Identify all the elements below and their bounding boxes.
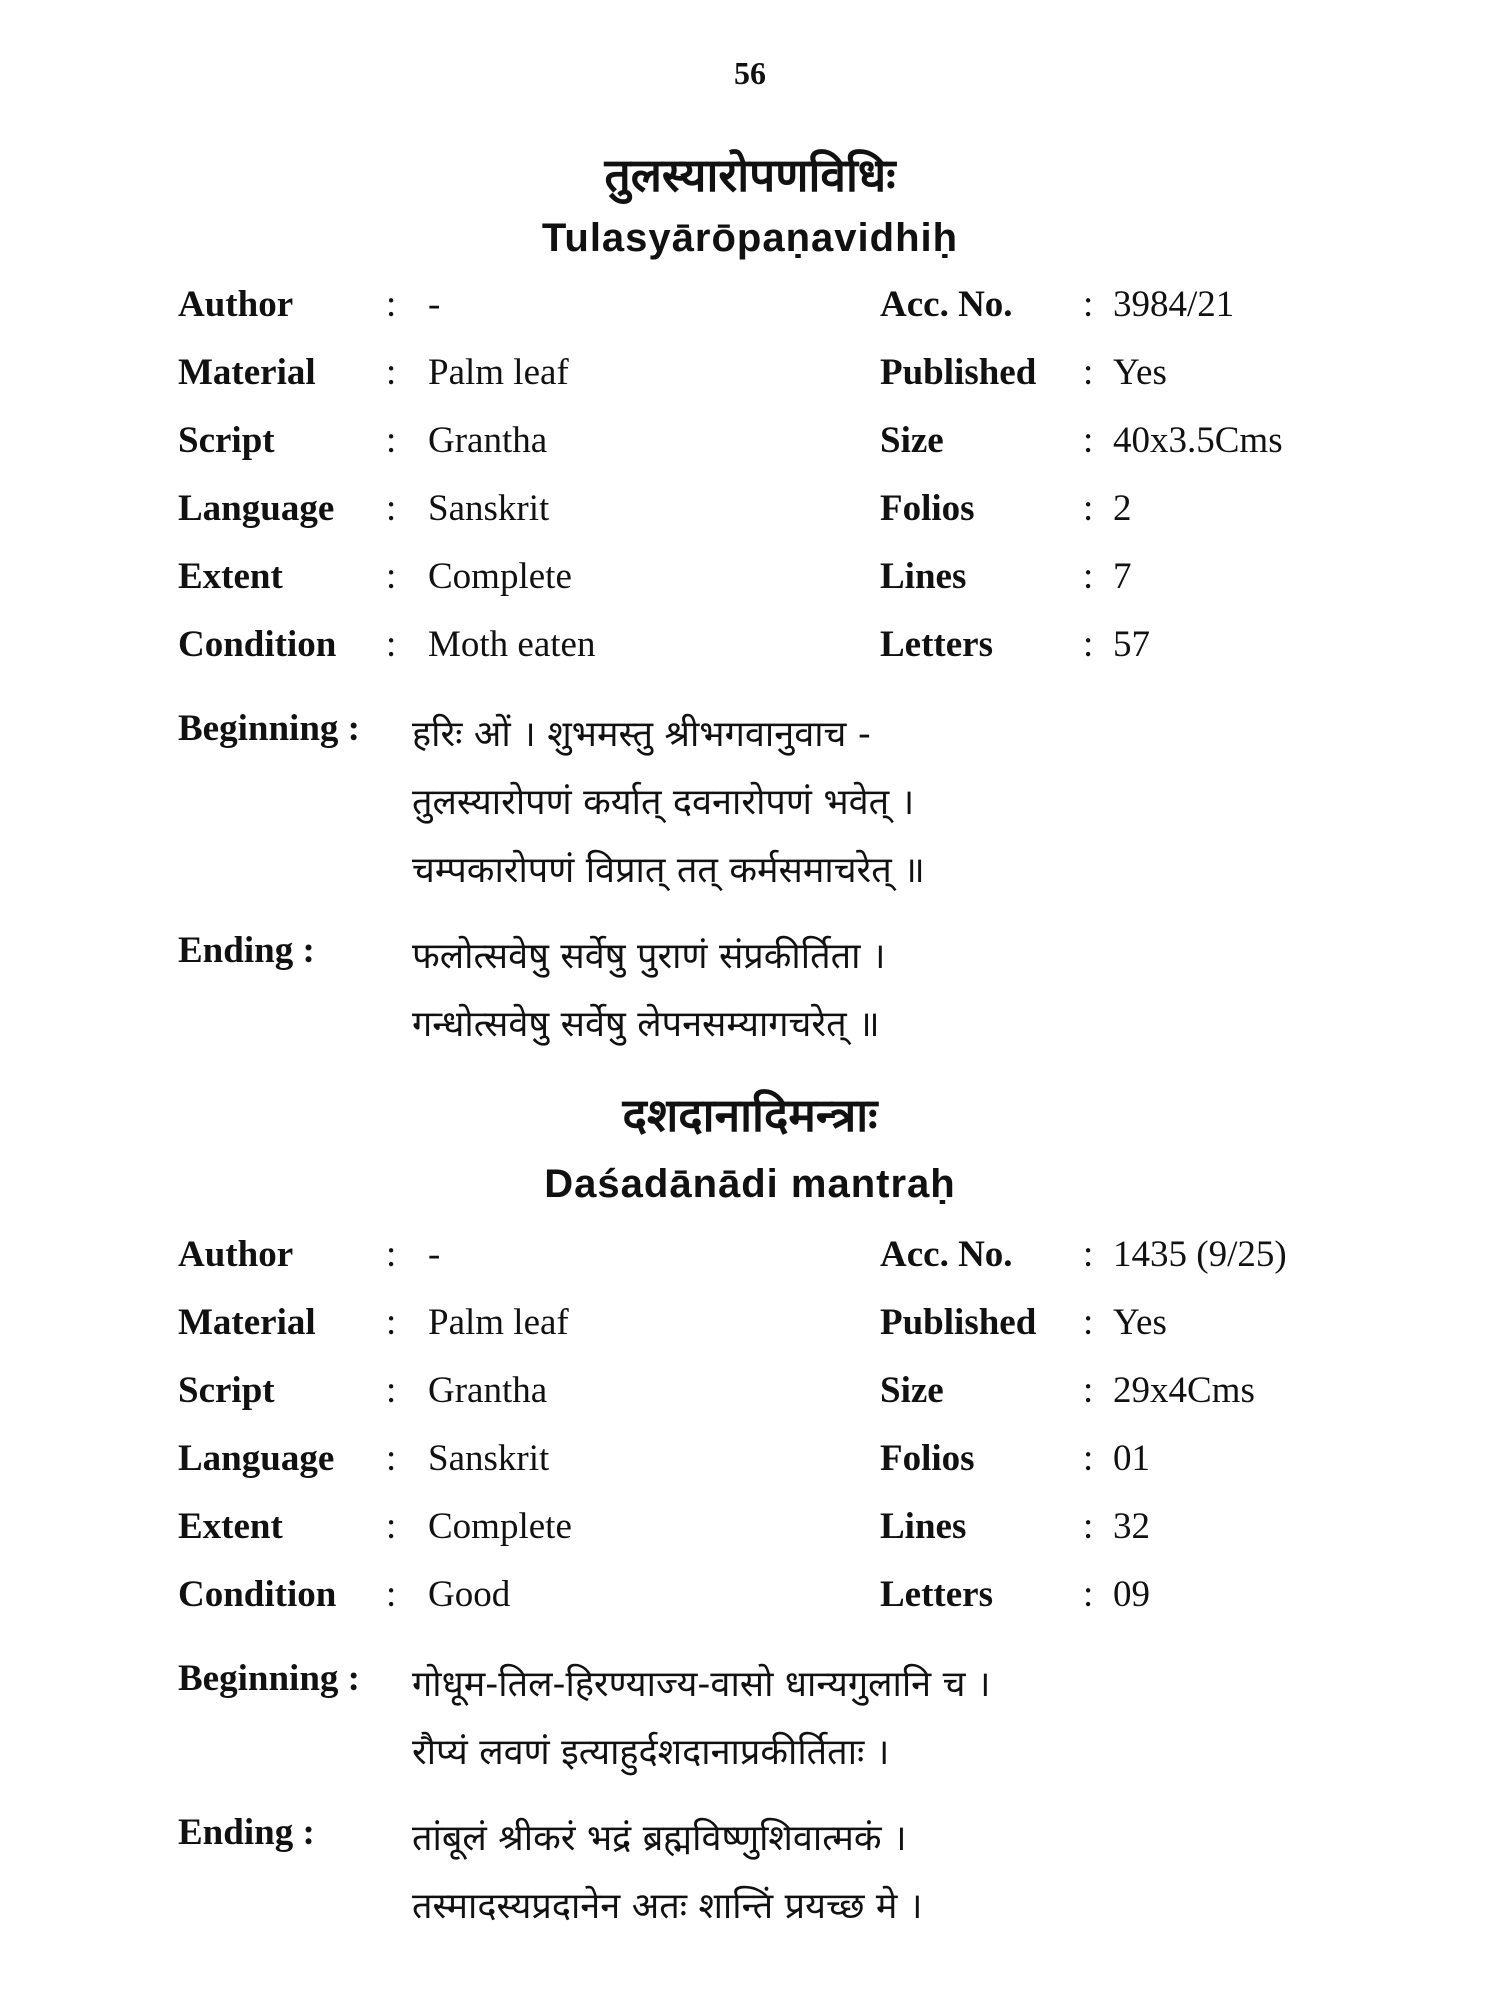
extent-label: Extent [178,1506,283,1547]
published-value: Yes [1113,1302,1167,1343]
acc-no-label: Acc. No. [880,1234,1013,1275]
published-label: Published [880,352,1037,393]
verse-line: तांबूलं श्रीकरं भद्रं ब्रह्मविष्णुशिवात्मकं । [412,1818,907,1859]
condition-value: Moth eaten [428,624,596,665]
beginning-label: Beginning : [178,708,360,749]
metadata-row [0,1497,1500,1565]
beginning-block [0,701,1500,905]
condition-label: Condition [178,624,337,665]
colon: : [386,1302,397,1343]
colon: : [386,352,397,393]
verse-line: फलोत्सवेषु सर्वेषु पुराणं संप्रकीर्तिता । [412,936,886,977]
folios-label: Folios [880,1438,975,1479]
metadata-row [0,411,1500,479]
ending-label: Ending : [178,1812,315,1853]
script-value: Grantha [428,1370,548,1411]
acc-no-value: 1435 (9/25) [1113,1234,1287,1275]
colon: : [1083,1506,1094,1547]
letters-value: 57 [1113,624,1150,665]
language-value: Sanskrit [428,1438,550,1479]
author-label: Author [178,284,294,325]
colon: : [1083,1234,1094,1275]
verse-line: चम्पकारोपणं विप्रात् तत् कर्मसमाचरेत् ॥ [412,850,925,891]
condition-label: Condition [178,1574,337,1615]
metadata-row [0,275,1500,343]
metadata-row [0,1429,1500,1497]
colon: : [1083,556,1094,597]
metadata-row [0,1225,1500,1293]
colon: : [386,556,397,597]
entry-title-devanagari: तुलस्यारोपणविधिः [604,148,896,202]
lines-label: Lines [880,556,967,597]
folios-value: 2 [1113,488,1132,529]
colon: : [386,624,397,665]
material-label: Material [178,1302,316,1343]
material-label: Material [178,352,316,393]
extent-value: Complete [428,1506,572,1547]
verse-line: तस्मादस्यप्रदानेन अतः शान्तिं प्रयच्छ मे । [412,1886,923,1927]
author-label: Author [178,1234,294,1275]
lines-value: 32 [1113,1506,1150,1547]
catalog-entry [0,1085,1500,1941]
ending-block [0,923,1500,1059]
colon: : [1083,1574,1094,1615]
verse-line: गन्धोत्सवेषु सर्वेषु लेपनसम्यागचरेत् ॥ [412,1004,880,1045]
size-label: Size [880,1370,944,1411]
metadata-row [0,343,1500,411]
beginning-label: Beginning : [178,1658,360,1699]
ending-label: Ending : [178,930,315,971]
colon: : [1083,420,1094,461]
colon: : [386,420,397,461]
colon: : [1083,1438,1094,1479]
size-label: Size [880,420,944,461]
colon: : [1083,1370,1094,1411]
entry-title-roman: Daśadānādi mantraḥ [544,1162,956,1206]
material-value: Palm leaf [428,352,569,393]
extent-label: Extent [178,556,283,597]
author-value: - [428,1234,441,1275]
metadata-row [0,1361,1500,1429]
letters-label: Letters [880,624,993,665]
colon: : [1083,1302,1094,1343]
material-value: Palm leaf [428,1302,569,1343]
acc-no-value: 3984/21 [1113,284,1235,325]
script-label: Script [178,1370,275,1411]
published-value: Yes [1113,352,1167,393]
language-label: Language [178,1438,335,1479]
language-label: Language [178,488,335,529]
colon: : [1083,624,1094,665]
verse-line: रौप्यं लवणं इत्याहुर्दशदानाप्रकीर्तिताः । [412,1732,890,1773]
verse-line: हरिः ओं । शुभमस्तु श्रीभगवानुवाच - [412,714,871,755]
extent-value: Complete [428,556,572,597]
script-label: Script [178,420,275,461]
colon: : [386,284,397,325]
metadata-row [0,1565,1500,1633]
size-value: 40x3.5Cms [1113,420,1283,461]
metadata-row [0,479,1500,547]
metadata-row [0,615,1500,683]
letters-value: 09 [1113,1574,1150,1615]
colon: : [1083,352,1094,393]
colon: : [386,488,397,529]
entry-title-devanagari: दशदानादिमन्त्राः [622,1088,878,1142]
folios-label: Folios [880,488,975,529]
lines-value: 7 [1113,556,1132,597]
colon: : [1083,488,1094,529]
metadata-row [0,547,1500,615]
author-value: - [428,284,441,325]
language-value: Sanskrit [428,488,550,529]
acc-no-label: Acc. No. [880,284,1013,325]
beginning-block [0,1651,1500,1787]
colon: : [386,1506,397,1547]
colon: : [386,1438,397,1479]
script-value: Grantha [428,420,548,461]
colon: : [386,1370,397,1411]
ending-block [0,1805,1500,1941]
colon: : [386,1574,397,1615]
page-number: 56 [734,55,766,91]
metadata-row [0,1293,1500,1361]
colon: : [386,1234,397,1275]
published-label: Published [880,1302,1037,1343]
folios-value: 01 [1113,1438,1150,1479]
colon: : [1083,284,1094,325]
letters-label: Letters [880,1574,993,1615]
entry-title-roman: Tulasyārōpaṇavidhiḥ [541,216,959,260]
verse-line: तुलस्यारोपणं कर्यात् दवनारोपणं भवेत् । [412,782,915,823]
verse-line: गोधूम-तिल-हिरण्याज्य-वासो धान्यगुलानि च । [412,1664,991,1705]
condition-value: Good [428,1574,511,1615]
size-value: 29x4Cms [1113,1370,1255,1411]
catalog-entry [0,145,1500,1059]
lines-label: Lines [880,1506,967,1547]
